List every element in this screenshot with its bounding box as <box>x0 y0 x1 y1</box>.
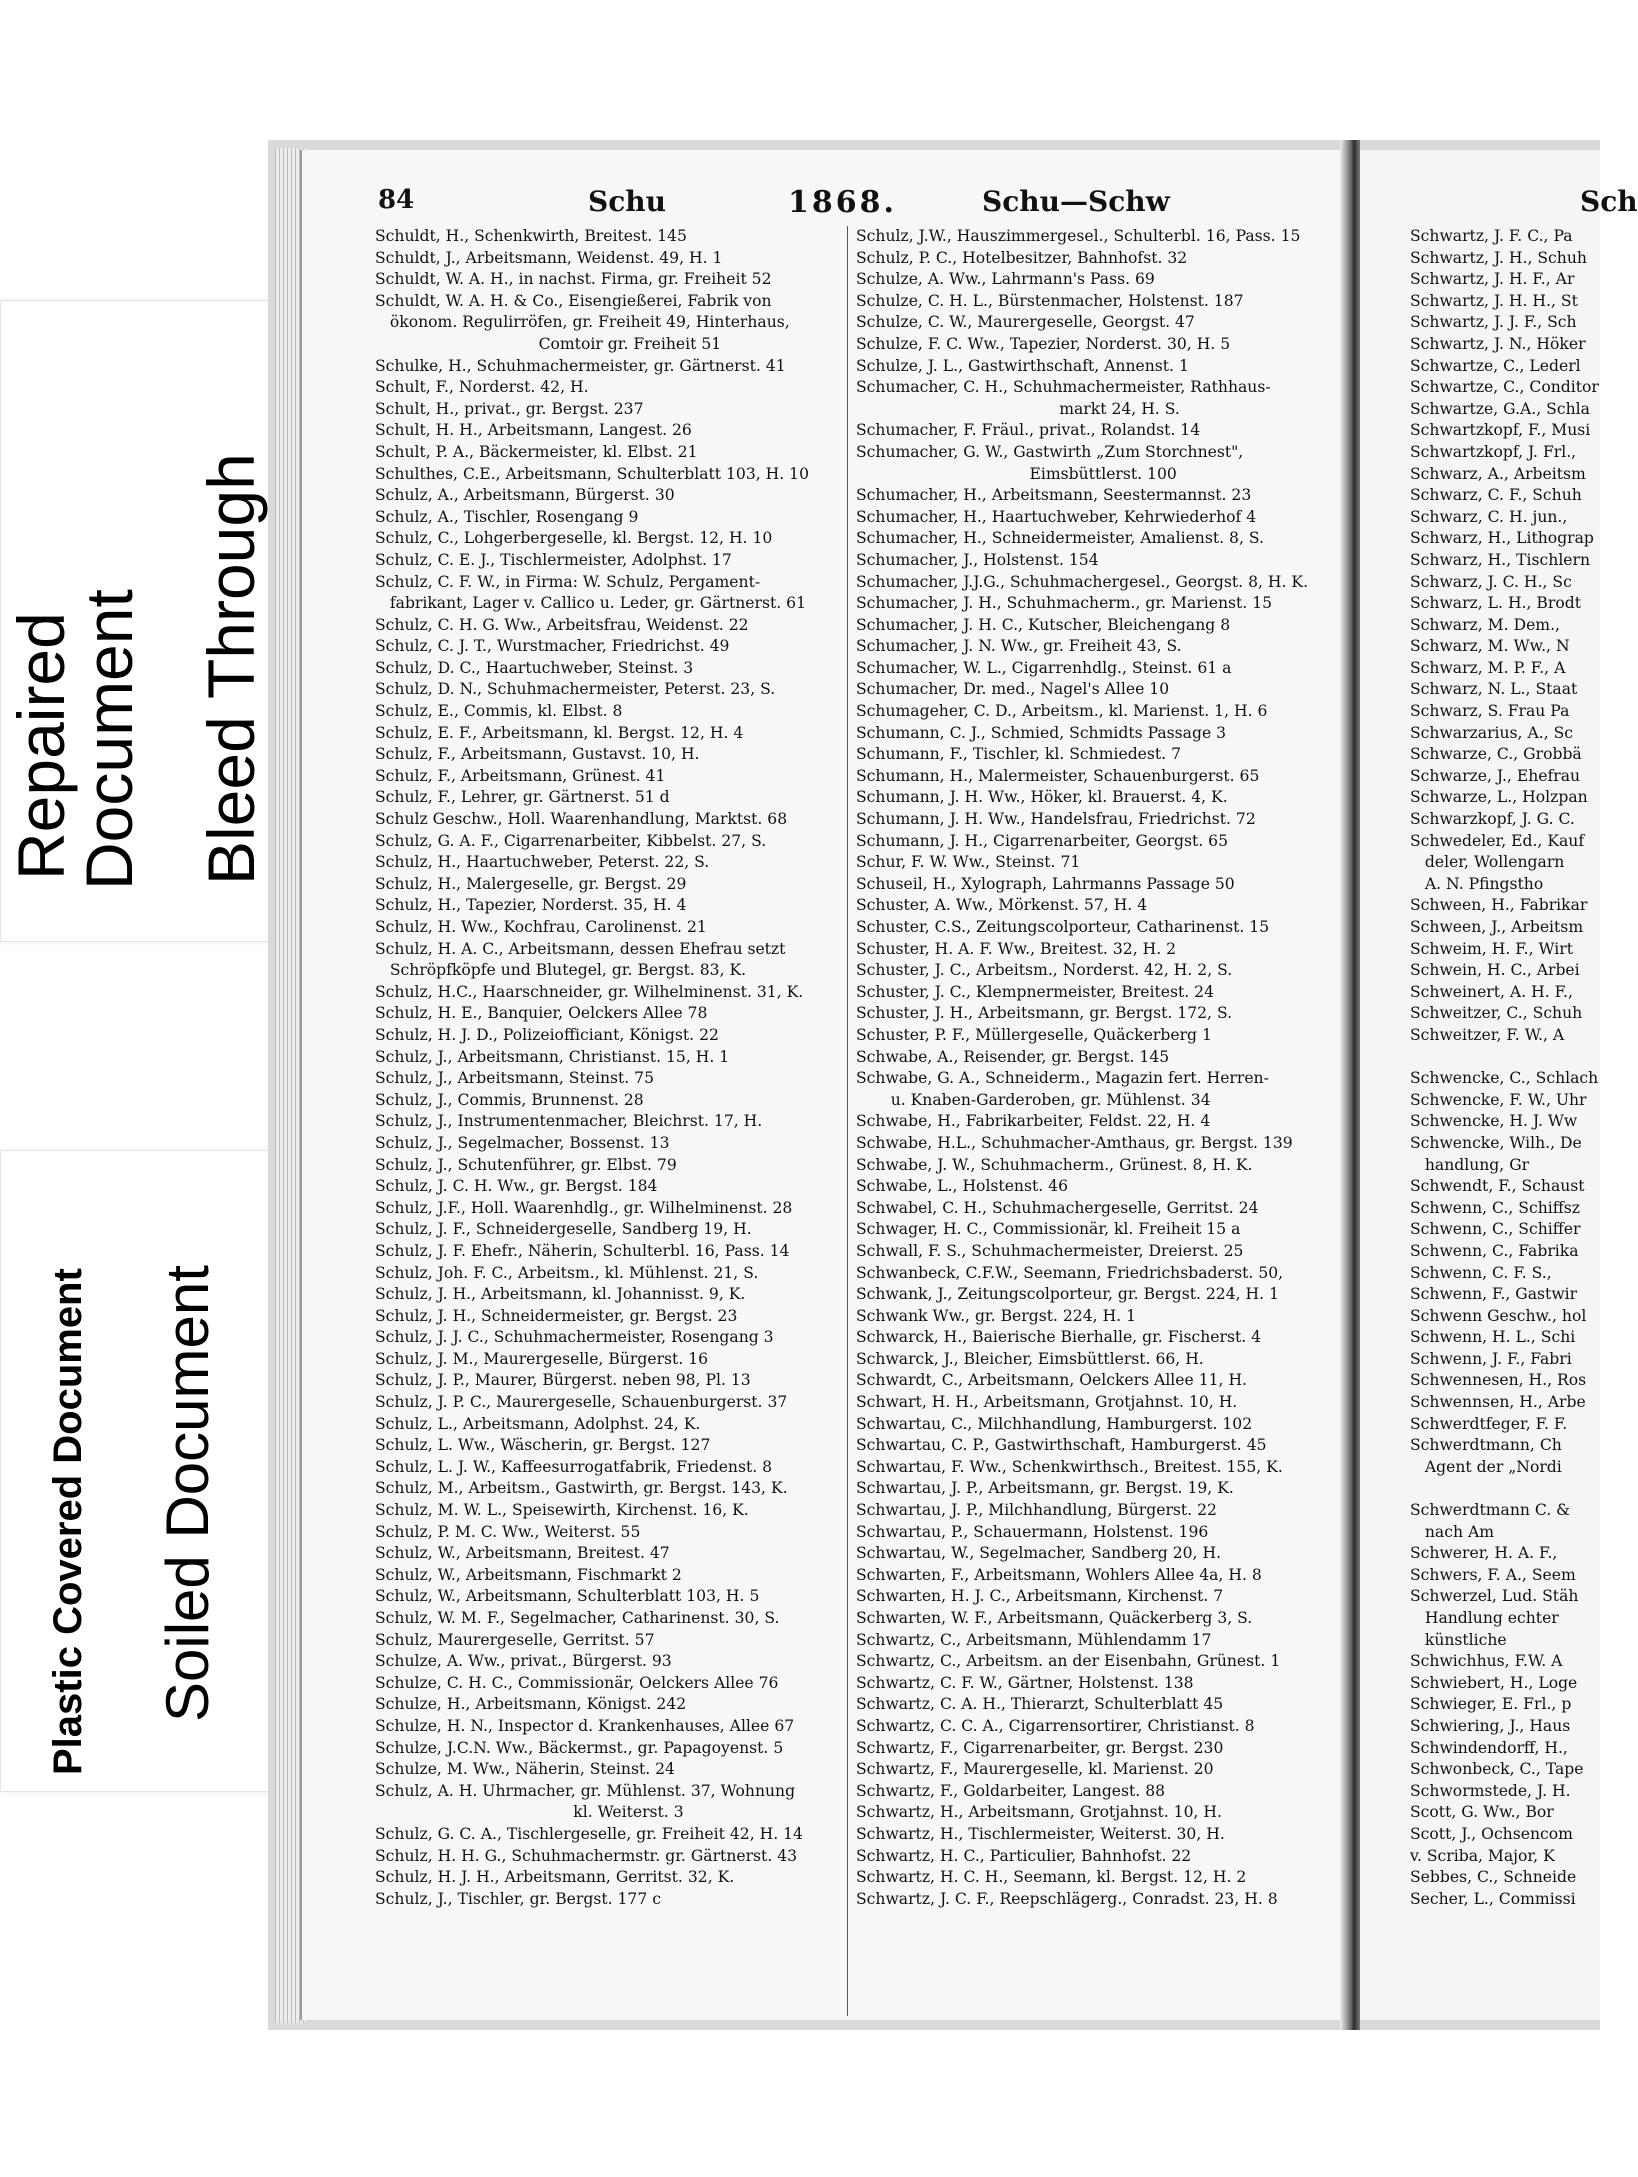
directory-entry: Schulze, C. H. L., Bürstenmacher, Holstenst. 187 <box>856 291 1244 310</box>
directory-entry: Schulz, A., Tischler, Rosengang 9 <box>375 507 639 526</box>
directory-entry: Schweitzer, F. W., A <box>1410 1025 1565 1044</box>
directory-entry: Schulz, J. J. C., Schuhmachermeister, Rosengang 3 <box>375 1328 774 1347</box>
directory-entry: Schwerzel, Lud. Stäh <box>1410 1587 1579 1606</box>
directory-entry: Schulz, H. J. D., Polizeiofficiant, Königst. 22 <box>375 1025 719 1044</box>
directory-entry: Schwencke, C., Schlach <box>1410 1069 1599 1088</box>
directory-entry: Schwall, F. S., Schuhmachermeister, Dreierst. 25 <box>856 1241 1244 1260</box>
directory-entry: Schwenn, C., Schiffer <box>1410 1220 1581 1239</box>
directory-entry: Schulz, H.C., Haarschneider, gr. Wilhelminenst. 31, K. <box>375 982 804 1001</box>
directory-entry: Schwanbeck, C.F.W., Seemann, Friedrichsbaderst. 50, <box>856 1263 1284 1282</box>
directory-entry: Schwabe, A., Reisender, gr. Bergst. 145 <box>856 1047 1170 1066</box>
directory-entry: Schwartz, C., Arbeitsm. an der Eisenbahn, Grünest. 1 <box>856 1652 1281 1671</box>
directory-entry: Schumacher, J.J.G., Schuhmachergesel., Georgst. 8, H. K. <box>856 572 1309 591</box>
directory-entry: Schwarten, F., Arbeitsmann, Wohlers Allee 4a, H. 8 <box>856 1565 1262 1584</box>
directory-entry: Schwabe, H.L., Schuhmacher-Amthaus, gr. Bergst. 139 <box>856 1133 1293 1152</box>
directory-entry: Schulz, Joh. F. C., Arbeitsm., kl. Mühlenst. 21, S. <box>375 1263 759 1282</box>
directory-entry: Schwabe, J. W., Schuhmacherm., Grünest. 8, H. K. <box>856 1155 1253 1174</box>
directory-entry: deler, Wollengarn <box>1410 853 1565 872</box>
directory-entry: Schulz, J., Tischler, gr. Bergst. 177 c <box>375 1889 661 1908</box>
directory-entry: Schulze, J.C.N. Ww., Bäckermst., gr. Papagoyenst. 5 <box>375 1738 784 1757</box>
directory-entry: handlung, Gr <box>1410 1155 1530 1174</box>
directory-entry: Schwarz, J. C. H., Sc <box>1410 572 1572 591</box>
directory-entry: Schulz, H., Haartuchweber, Peterst. 22, S. <box>375 853 710 872</box>
label-document: Document <box>72 589 146 890</box>
directory-entry: Scott, G. Ww., Bor <box>1410 1803 1554 1822</box>
directory-entry: Schwarten, W. F., Arbeitsmann, Quäckerberg 3, S. <box>856 1609 1253 1627</box>
directory-entry: Schulz, J. F., Schneidergeselle, Sandberg 19, H. <box>375 1220 752 1239</box>
directory-entry: Schuster, J. H., Arbeitsmann, gr. Bergst. 172, S. <box>856 1004 1233 1023</box>
directory-entry: Schwarck, H., Baierische Bierhalle, gr. Fischerst. 4 <box>856 1328 1262 1347</box>
directory-entry: Schulz, C. H. G. Ww., Arbeitsfrau, Weidenst. 22 <box>375 615 749 634</box>
directory-entry: Schulz, E., Commis, kl. Elbst. 8 <box>375 702 623 721</box>
directory-entry: Schwennesen, H., Ros <box>1410 1371 1587 1390</box>
directory-entry: Schulz, H., Tapezier, Norderst. 35, H. 4 <box>375 896 687 915</box>
directory-entry: Schulke, H., Schuhmachermeister, gr. Gärtnerst. 41 <box>375 356 786 375</box>
directory-entry: Schwartzkopf, F., Musi <box>1410 421 1591 440</box>
directory-entry: Schulze, M. Ww., Näherin, Steinst. 24 <box>375 1760 675 1779</box>
directory-entry <box>1410 1478 1600 1500</box>
directory-entry: Schulz, H. J. H., Arbeitsmann, Gerritst. 32, K. <box>375 1868 735 1887</box>
directory-entry: Schulze, F. C. Ww., Tapezier, Norderst. 30, H. 5 <box>856 334 1231 353</box>
directory-entry: Schulz, J. P., Maurer, Bürgerst. neben 98, Pl. 13 <box>375 1371 751 1390</box>
directory-entry: künstliche <box>1410 1630 1507 1649</box>
directory-entry: kl. Weiterst. 3 <box>375 1803 684 1822</box>
directory-entry: Schwarze, C., Grobbä <box>1410 745 1582 764</box>
directory-entry: Schulz, J. H., Schneidermeister, gr. Bergst. 23 <box>375 1306 738 1325</box>
directory-entry: Sebbes, C., Schneide <box>1410 1868 1577 1887</box>
directory-entry: Schumacher, G. W., Gastwirth „Zum Storchnest", <box>856 442 1244 461</box>
directory-entry: Schumacher, J., Holstenst. 154 <box>856 550 1099 569</box>
directory-entry: Schwabel, C. H., Schuhmachergeselle, Gerritst. 24 <box>856 1198 1259 1217</box>
directory-entry: Schulze, C. H. C., Commissionär, Oelckers Allee 76 <box>375 1673 779 1692</box>
directory-entry: Schwichhus, F.W. A <box>1410 1652 1563 1671</box>
directory-entry: Schulz, J., Schutenführer, gr. Elbst. 79 <box>375 1155 677 1174</box>
directory-entry: Schuster, J. C., Arbeitsm., Norderst. 42, H. 2, S. <box>856 961 1233 980</box>
directory-entry: Schulz, W., Arbeitsmann, Fischmarkt 2 <box>375 1565 682 1584</box>
directory-entry: Schröpfköpfe und Blutegel, gr. Bergst. 83, K. <box>375 961 747 980</box>
directory-entry: Schulze, J. L., Gastwirthschaft, Annenst. 1 <box>856 356 1189 375</box>
directory-entry: Schwerdtmann C. & <box>1410 1501 1571 1520</box>
directory-entry: Schulz, H. Ww., Kochfrau, Carolinenst. 21 <box>375 918 707 936</box>
directory-entry: Schwartze, G.A., Schla <box>1410 399 1590 418</box>
directory-entry: Schuster, A. Ww., Mörkenst. 57, H. 4 <box>856 896 1148 915</box>
directory-entry: Schwarze, J., Ehefrau <box>1410 766 1581 785</box>
directory-entry: Schulz, D. C., Haartuchweber, Steinst. 3 <box>375 658 694 677</box>
directory-entry: Schwartau, P., Schauermann, Holstenst. 196 <box>856 1522 1209 1541</box>
directory-entry: Schween, J., Arbeitsm <box>1410 918 1584 936</box>
directory-entry: nach Am <box>1410 1522 1494 1541</box>
directory-entry: Schuster, J. C., Klempnermeister, Breitest. 24 <box>856 982 1215 1001</box>
directory-entry: Schwindendorff, H., <box>1410 1738 1568 1757</box>
directory-entry: Schwenn, C., Fabrika <box>1410 1241 1579 1260</box>
page-number: 84 <box>378 185 415 215</box>
directory-entry: Schwenn Geschw., hol <box>1410 1306 1587 1325</box>
directory-entry: Schuldt, H., Schenkwirth, Breitest. 145 <box>375 227 687 245</box>
directory-entry: Schulz, M. W. L., Speisewirth, Kirchenst. 16, K. <box>375 1501 749 1520</box>
directory-entry: Schulz, W., Arbeitsmann, Breitest. 47 <box>375 1544 670 1563</box>
running-head-year: 1868. <box>788 185 897 220</box>
directory-entry: Schuster, P. F., Müllergeselle, Quäckerberg 1 <box>856 1025 1212 1044</box>
directory-entry: Schwencke, H. J. Ww <box>1410 1112 1578 1131</box>
directory-entry: Schulz, L. J. W., Kaffeesurrogatfabrik, Friedenst. 8 <box>375 1457 773 1476</box>
directory-entry: Schumacher, H., Arbeitsmann, Seestermannst. 23 <box>856 486 1252 505</box>
directory-entry: Schulz, W., Arbeitsmann, Schulterblatt 103, H. 5 <box>375 1587 760 1606</box>
directory-entry: Schwartz, J. C. F., Reepschlägerg., Conradst. 23, H. 8 <box>856 1889 1278 1908</box>
directory-entry: Schwank Ww., gr. Bergst. 224, H. 1 <box>856 1306 1137 1325</box>
directory-entry: Schwerdtfeger, F. F. <box>1410 1414 1568 1433</box>
directory-entry: Schwartze, C., Lederl <box>1410 356 1581 375</box>
directory-entry: Schulze, A. Ww., Lahrmann's Pass. 69 <box>856 270 1155 289</box>
directory-entry: u. Knaben-Garderoben, gr. Mühlenst. 34 <box>856 1090 1211 1109</box>
directory-entry: Schwarz, H., Tischlern <box>1410 550 1591 569</box>
directory-entry: Schulz, P. C., Hotelbesitzer, Bahnhofst. 32 <box>856 248 1188 267</box>
directory-entry: Schuldt, J., Arbeitsmann, Weidenst. 49, H. 1 <box>375 248 723 267</box>
directory-entry: Schwartz, H. C., Particulier, Bahnhofst. 22 <box>856 1846 1192 1865</box>
directory-entry: Schwormstede, J. H. <box>1410 1781 1571 1800</box>
directory-entry: Agent der „Nordi <box>1410 1457 1562 1476</box>
directory-entry: Schulz, J., Segelmacher, Bossenst. 13 <box>375 1133 670 1152</box>
directory-entry: Schwank, J., Zeitungscolporteur, gr. Bergst. 224, H. 1 <box>856 1285 1279 1304</box>
directory-entry: Schumann, F., Tischler, kl. Schmiedest. 7 <box>856 745 1182 764</box>
directory-entry: Scott, J., Ochsencom <box>1410 1824 1573 1843</box>
directory-entry: Schumann, J. H., Cigarrenarbeiter, Georgst. 65 <box>856 831 1229 850</box>
directory-entry: Schulz, C. J. T., Wurstmacher, Friedrichst. 49 <box>375 637 730 656</box>
directory-entry: Schulz, H., Malergeselle, gr. Bergst. 29 <box>375 874 687 893</box>
directory-entry: Schumageher, C. D., Arbeitsm., kl. Marienst. 1, H. 6 <box>856 702 1268 721</box>
label-plastic-covered: Plastic Covered Document <box>46 1268 90 1775</box>
directory-entry: ökonom. Regulirröfen, gr. Freiheit 49, Hinterhaus, <box>375 313 790 332</box>
directory-entry: Schulz, M., Arbeitsm., Gastwirth, gr. Bergst. 143, K. <box>375 1479 788 1498</box>
directory-entry: Schwartz, H., Tischlermeister, Weiterst. 30, H. <box>856 1824 1225 1843</box>
directory-entry: Schwarz, L. H., Brodt <box>1410 594 1581 613</box>
directory-entry: Schumann, J. H. Ww., Höker, kl. Brauerst. 4, K. <box>856 788 1228 807</box>
label-bleed-through: Bleed Through <box>194 453 268 885</box>
directory-entry: Schulze, A. Ww., privat., Bürgerst. 93 <box>375 1652 672 1671</box>
directory-entry: Schwarzkopf, J. G. C. <box>1410 810 1575 829</box>
directory-entry: Schwarz, H., Lithograp <box>1410 529 1594 548</box>
directory-entry: Schwartz, C., Arbeitsmann, Mühlendamm 17 <box>856 1630 1212 1649</box>
directory-entry: Schulz, J. P. C., Maurergeselle, Schauenburgerst. 37 <box>375 1393 788 1412</box>
directory-entry: Schulz, J. M., Maurergeselle, Bürgerst. 16 <box>375 1349 709 1368</box>
directory-entry: Schwartzkopf, J. Frl., <box>1410 442 1577 461</box>
directory-entry: Eimsbüttlerst. 100 <box>856 464 1177 483</box>
directory-entry: Schwonbeck, C., Tape <box>1410 1760 1584 1779</box>
directory-entry: Schulz, A. H. Uhrmacher, gr. Mühlenst. 37, Wohnung <box>375 1781 796 1800</box>
directory-entry: Schulz, L. Ww., Wäscherin, gr. Bergst. 127 <box>375 1436 711 1455</box>
directory-entry: Schwartz, J. H. H., St <box>1410 291 1578 310</box>
directory-entry: Schuster, H. A. F. Ww., Breitest. 32, H. 2 <box>856 939 1177 958</box>
directory-entry: Schumacher, W. L., Cigarrenhdlg., Steinst. 61 a <box>856 658 1232 677</box>
directory-entry: Schulz, C., Lohgerbergeselle, kl. Bergst. 12, H. 10 <box>375 529 773 548</box>
directory-column-middle <box>847 226 1311 2016</box>
directory-entry: Schween, H., Fabrikar <box>1410 896 1588 915</box>
directory-entry: Schulz, H. H. G., Schuhmachermstr. gr. Gärtnerst. 43 <box>375 1846 798 1865</box>
directory-entry: Schwarz, M. Dem., <box>1410 615 1560 634</box>
directory-entry: Schulz, J. C. H. Ww., gr. Bergst. 184 <box>375 1177 658 1196</box>
directory-entry: Schumacher, Dr. med., Nagel's Allee 10 <box>856 680 1170 699</box>
directory-entry: Schulz, J., Arbeitsmann, Christianst. 15, H. 1 <box>375 1047 730 1066</box>
directory-entry: Schult, H. H., Arbeitsmann, Langest. 26 <box>375 421 692 440</box>
directory-entry: Schwarze, L., Holzpan <box>1410 788 1588 807</box>
directory-entry: Schwencke, F. W., Uhr <box>1410 1090 1587 1109</box>
directory-entry: Schumacher, H., Haartuchweber, Kehrwiederhof 4 <box>856 507 1257 526</box>
directory-entry: Schwarck, J., Bleicher, Eimsbüttlerst. 66, H. <box>856 1349 1204 1368</box>
directory-entry: Schwers, F. A., Seem <box>1410 1565 1576 1584</box>
directory-entry: Schult, F., Norderst. 42, H. <box>375 378 589 397</box>
directory-entry: Schumacher, H., Schneidermeister, Amalienst. 8, S. <box>856 529 1264 548</box>
directory-entry: Schwartz, C. F. W., Gärtner, Holstenst. 138 <box>856 1673 1194 1692</box>
directory-entry: Schulz, E. F., Arbeitsmann, kl. Bergst. 12, H. 4 <box>375 723 744 742</box>
directory-entry: Schwendt, F., Schaust <box>1410 1177 1585 1196</box>
directory-entry: Schumacher, J. H., Schuhmacherm., gr. Marienst. 15 <box>856 594 1273 613</box>
directory-entry: Schwarzarius, A., Sc <box>1410 723 1574 742</box>
directory-entry: Schwartz, H., Arbeitsmann, Grotjahnst. 10, H. <box>856 1803 1222 1822</box>
directory-entry: Schumann, J. H. Ww., Handelsfrau, Friedrichst. 72 <box>856 810 1256 829</box>
directory-entry: Schulz, D. N., Schuhmachermeister, Peterst. 23, S. <box>375 680 776 699</box>
directory-entry: Schwarz, M. Ww., N <box>1410 637 1570 656</box>
directory-entry: Schwartau, C. P., Gastwirthschaft, Hamburgerst. 45 <box>856 1436 1267 1455</box>
directory-entry: Schulz, F., Lehrer, gr. Gärtnerst. 51 d <box>375 788 670 807</box>
directory-entry: Schwarz, C. H. jun., <box>1410 507 1568 526</box>
directory-entry: Schulz, J., Arbeitsmann, Steinst. 75 <box>375 1069 655 1088</box>
directory-entry: Schwarz, S. Frau Pa <box>1410 702 1570 721</box>
label-card-bottom <box>0 1150 292 1792</box>
running-head-right: Schu—Schw <box>982 185 1170 218</box>
directory-entry: fabrikant, Lager v. Callico u. Leder, gr. Gärtnerst. 61 <box>375 594 807 613</box>
label-repaired: Repaired <box>4 612 78 880</box>
directory-entry: Schwenn, F., Gastwir <box>1410 1285 1578 1304</box>
directory-entry: Schwenn, C., Schiffsz <box>1410 1198 1581 1217</box>
running-head-left: Schu <box>588 185 666 218</box>
label-soiled: Soiled Document <box>154 1265 221 1722</box>
directory-entry: Schwencke, Wilh., De <box>1410 1133 1582 1152</box>
directory-entry: Schwartz, J. H., Schuh <box>1410 248 1587 267</box>
directory-entry: Schwarz, C. F., Schuh <box>1410 486 1582 505</box>
directory-entry <box>1410 1047 1600 1069</box>
directory-entry: Schulze, H. N., Inspector d. Krankenhauses, Allee 67 <box>375 1716 795 1735</box>
directory-entry: Schulze, C. W., Maurergeselle, Georgst. 47 <box>856 313 1195 332</box>
directory-entry: Schwedeler, Ed., Kauf <box>1410 831 1585 850</box>
directory-entry: Schwenn, C. F. S., <box>1410 1263 1552 1282</box>
running-head-facing-page: Sch <box>1580 185 1638 218</box>
directory-entry: Schulz, J. F. Ehefr., Näherin, Schulterbl. 16, Pass. 14 <box>375 1241 790 1260</box>
directory-entry: Schwein, H. C., Arbei <box>1410 961 1580 980</box>
directory-entry: Schulz, J.F., Holl. Waarenhdlg., gr. Wilhelminenst. 28 <box>375 1198 793 1217</box>
directory-entry: Schwenn, H. L., Schi <box>1410 1328 1576 1347</box>
directory-entry: Schwiering, J., Haus <box>1410 1716 1571 1735</box>
directory-entry: Schulz, C. F. W., in Firma: W. Schulz, Pergament- <box>375 572 761 591</box>
directory-entry: Schumann, H., Malermeister, Schauenburgerst. 65 <box>856 766 1260 785</box>
directory-entry: Schwabe, L., Holstenst. 46 <box>856 1177 1068 1196</box>
directory-entry: Schulz, J.W., Hauszimmergesel., Schulterbl. 16, Pass. 15 <box>856 227 1301 245</box>
directory-entry: Schwartz, F., Cigarrenarbeiter, gr. Bergst. 230 <box>856 1738 1224 1757</box>
directory-entry: Schwart, H. H., Arbeitsmann, Grotjahnst. 10, H. <box>856 1393 1238 1412</box>
directory-entry: Schwartau, C., Milchhandlung, Hamburgerst. 102 <box>856 1414 1253 1433</box>
directory-entry: Schweim, H. F., Wirt <box>1410 939 1573 958</box>
directory-entry: Schwartau, F. Ww., Schenkwirthsch., Breitest. 155, K. <box>856 1457 1283 1476</box>
book-gutter <box>1340 140 1360 2030</box>
directory-entry: Schulz, P. M. C. Ww., Weiterst. 55 <box>375 1522 641 1541</box>
directory-entry: Schulz Geschw., Holl. Waarenhandlung, Marktst. 68 <box>375 810 788 829</box>
directory-entry: Schwartz, J. F. C., Pa <box>1410 227 1573 245</box>
directory-entry: Schwartz, F., Goldarbeiter, Langest. 88 <box>856 1781 1166 1800</box>
directory-entry: Schulz, H. A. C., Arbeitsmann, dessen Ehefrau setzt <box>375 939 786 958</box>
directory-entry: Schweitzer, C., Schuh <box>1410 1004 1583 1023</box>
directory-entry: Schwarten, H. J. C., Arbeitsmann, Kirchenst. 7 <box>856 1587 1224 1606</box>
directory-entry: Schwartz, F., Maurergeselle, kl. Marienst. 20 <box>856 1760 1214 1779</box>
directory-entry: Schwartau, J. P., Milchhandlung, Bürgerst. 22 <box>856 1501 1217 1520</box>
directory-entry: Schwenn, J. F., Fabri <box>1410 1349 1572 1368</box>
directory-entry: Schulz, Maurergeselle, Gerritst. 57 <box>375 1630 655 1649</box>
directory-entry: A. N. Pfingstho <box>1410 874 1544 893</box>
directory-entry: Schweinert, A. H. F., <box>1410 982 1573 1001</box>
directory-entry: Schur, F. W. Ww., Steinst. 71 <box>856 853 1081 872</box>
directory-entry: Schumann, C. J., Schmied, Schmidts Passage 3 <box>856 723 1227 742</box>
directory-entry: Schwager, H. C., Commissionär, kl. Freiheit 15 a <box>856 1220 1241 1239</box>
directory-entry: Schulz, J., Instrumentenmacher, Bleichrst. 17, H. <box>375 1112 763 1131</box>
directory-entry: Schuldt, W. A. H. & Co., Eisengießerei, Fabrik von <box>375 291 772 310</box>
directory-entry: Schwarz, N. L., Staat <box>1410 680 1578 699</box>
directory-entry: Schwerer, H. A. F., <box>1410 1544 1558 1563</box>
directory-entry: Schwieger, E. Frl., p <box>1410 1695 1572 1714</box>
directory-column-left <box>375 226 905 2016</box>
directory-entry: Schumacher, J. H. C., Kutscher, Bleichengang 8 <box>856 615 1231 634</box>
directory-entry: Schulz, L., Arbeitsmann, Adolphst. 24, K. <box>375 1414 701 1433</box>
directory-entry: Schulz, G. C. A., Tischlergeselle, gr. Freiheit 42, H. 14 <box>375 1824 803 1843</box>
directory-entry: Schwartz, J. H. F., Ar <box>1410 270 1575 289</box>
directory-column-facing-page <box>1410 226 1600 2016</box>
directory-entry: Secher, L., Commissi <box>1410 1889 1576 1908</box>
directory-entry: Schwarz, A., Arbeitsm <box>1410 464 1586 483</box>
directory-entry: Schwabe, G. A., Schneiderm., Magazin fert. Herren- <box>856 1069 1269 1088</box>
directory-entry: Schwartz, C. C. A., Cigarrensortirer, Christianst. 8 <box>856 1716 1255 1735</box>
directory-entry: Schwardt, C., Arbeitsmann, Oelckers Allee 11, H. <box>856 1371 1248 1390</box>
directory-entry: Schuldt, W. A. H., in nachst. Firma, gr. Freiheit 52 <box>375 270 772 289</box>
directory-entry: Schwarz, M. P. F., A <box>1410 658 1566 677</box>
directory-entry: Schuster, C.S., Zeitungscolporteur, Catharinenst. 15 <box>856 918 1270 936</box>
directory-entry: Schwartze, C., Conditor <box>1410 378 1599 397</box>
directory-entry: markt 24, H. S. <box>856 399 1180 418</box>
directory-entry: Schult, P. A., Bäckermeister, kl. Elbst. 21 <box>375 442 698 461</box>
directory-entry: Schulz, F., Arbeitsmann, Grünest. 41 <box>375 766 666 785</box>
directory-entry: Schult, H., privat., gr. Bergst. 237 <box>375 399 644 418</box>
directory-entry: Schulz, J., Commis, Brunnenst. 28 <box>375 1090 644 1109</box>
directory-entry: Schulze, H., Arbeitsmann, Königst. 242 <box>375 1695 687 1714</box>
directory-entry: v. Scriba, Major, K <box>1410 1846 1555 1865</box>
directory-entry: Schwennsen, H., Arbe <box>1410 1393 1586 1412</box>
directory-entry: Schulz, J. H., Arbeitsmann, kl. Johannisst. 9, K. <box>375 1285 746 1304</box>
directory-entry: Handlung echter <box>1410 1609 1559 1627</box>
directory-entry: Schulz, G. A. F., Cigarrenarbeiter, Kibbelst. 27, S. <box>375 831 767 850</box>
directory-entry: Schwerdtmann, Ch <box>1410 1436 1562 1455</box>
directory-entry: Schumacher, F. Fräul., privat., Rolandst. 14 <box>856 421 1201 440</box>
directory-entry: Schulz, C. E. J., Tischlermeister, Adolphst. 17 <box>375 550 732 569</box>
directory-entry: Schwartz, H. C. H., Seemann, kl. Bergst. 12, H. 2 <box>856 1868 1247 1887</box>
directory-entry: Schwartau, J. P., Arbeitsmann, gr. Bergst. 19, K. <box>856 1479 1234 1498</box>
directory-entry: Schwiebert, H., Loge <box>1410 1673 1578 1692</box>
directory-entry: Schulz, H. E., Banquier, Oelckers Allee 78 <box>375 1004 708 1023</box>
directory-entry: Schwartz, J. N., Höker <box>1410 334 1586 353</box>
directory-entry: Schumacher, C. H., Schuhmachermeister, Rathhaus- <box>856 378 1271 397</box>
directory-entry: Schwabe, H., Fabrikarbeiter, Feldst. 22, H. 4 <box>856 1112 1211 1131</box>
directory-entry: Schulthes, C.E., Arbeitsmann, Schulterblatt 103, H. 10 <box>375 464 810 483</box>
directory-entry: Schulz, F., Arbeitsmann, Gustavst. 10, H. <box>375 745 700 764</box>
directory-entry: Comtoir gr. Freiheit 51 <box>375 334 722 353</box>
directory-entry: Schwartau, W., Segelmacher, Sandberg 20, H. <box>856 1544 1222 1563</box>
directory-entry: Schumacher, J. N. Ww., gr. Freiheit 43, S. <box>856 637 1182 656</box>
directory-entry: Schulz, A., Arbeitsmann, Bürgerst. 30 <box>375 486 675 505</box>
directory-entry: Schwartz, J. J. F., Sch <box>1410 313 1577 332</box>
directory-entry: Schwartz, C. A. H., Thierarzt, Schulterblatt 45 <box>856 1695 1224 1714</box>
directory-entry: Schulz, W. M. F., Segelmacher, Catharinenst. 30, S. <box>375 1609 780 1627</box>
directory-entry: Schuseil, H., Xylograph, Lahrmanns Passage 50 <box>856 874 1235 893</box>
